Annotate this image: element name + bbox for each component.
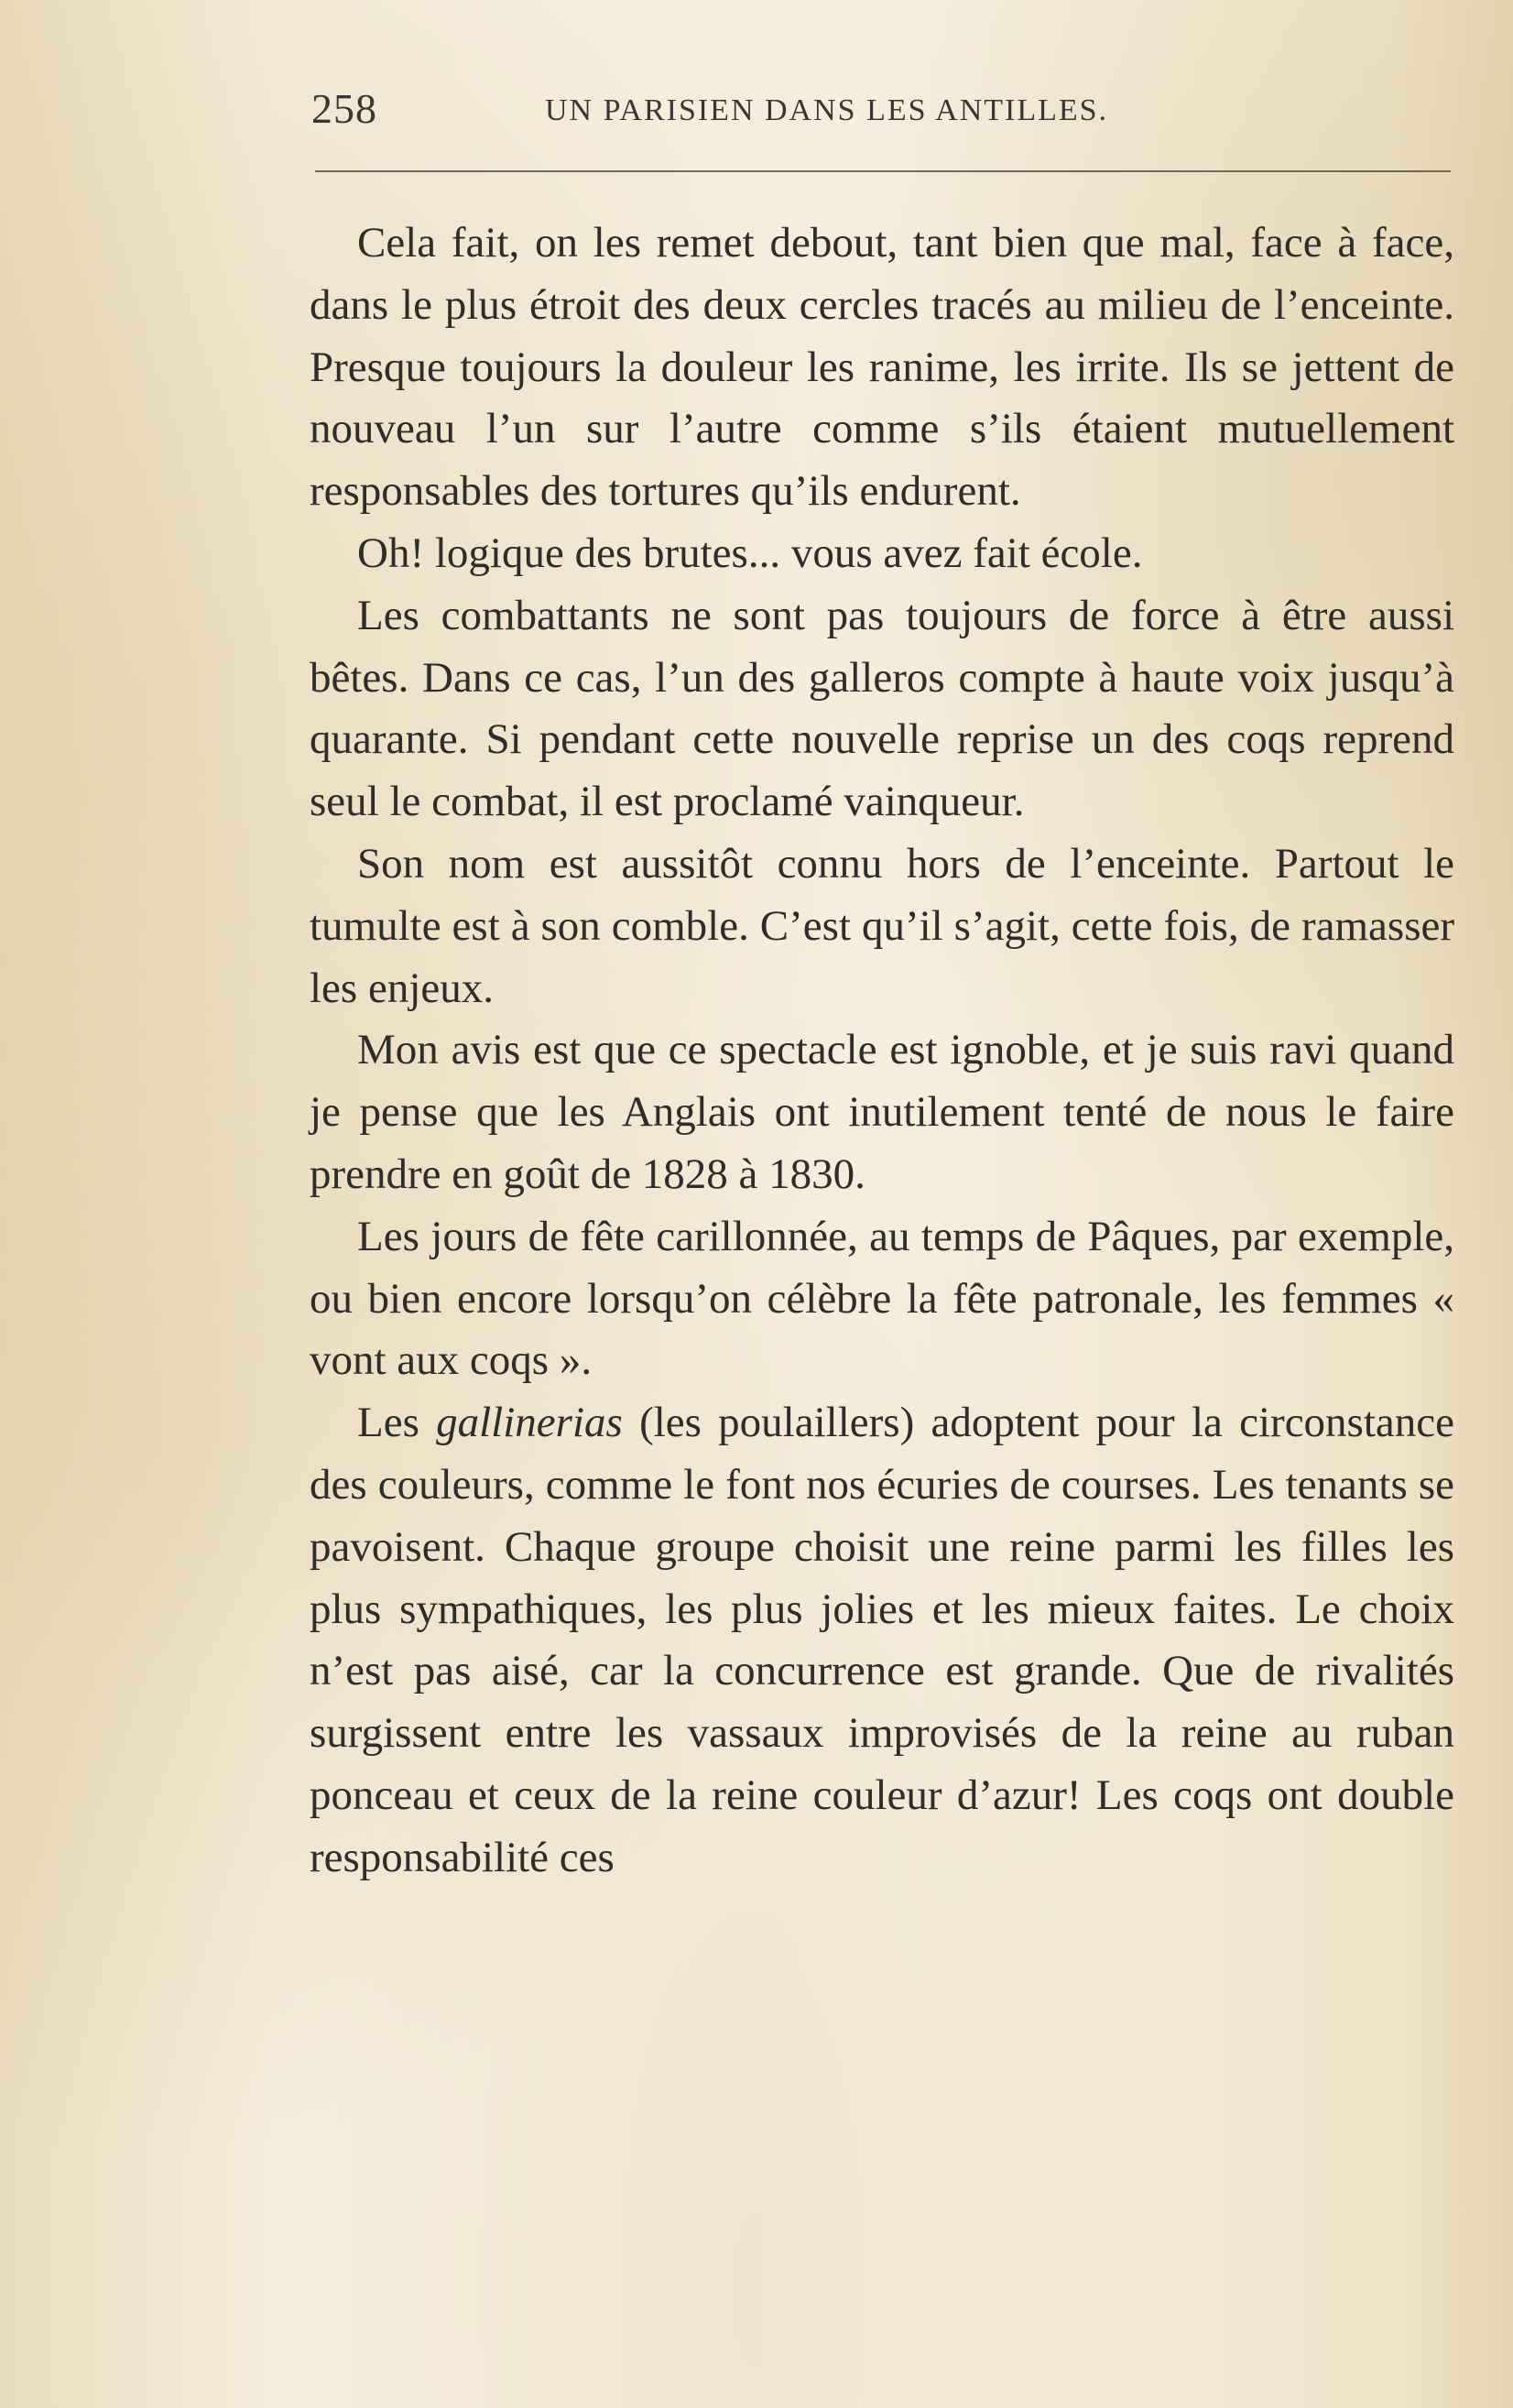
paragraph: Oh! logique des brutes... vous avez fait école.	[357, 528, 1143, 577]
body-text	[310, 212, 1454, 1890]
paragraph: Les jours de fête carillonnée, au temps de Pâques, par exemple, ou bien encore lorsqu’on célèbre la fête patronale, les femmes « vont aux coqs ».	[310, 1212, 1454, 1385]
paragraph	[310, 1392, 1454, 1889]
paragraph: Son nom est aussitôt connu hors de l’enceinte. Partout le tumulte est à son comble. C’est qu’il s’agit, cette fois, de ramasser les enjeux.	[310, 839, 1454, 1012]
running-title: UN PARISIEN DANS LES ANTILLES.	[545, 93, 1109, 127]
paragraph: Cela fait, on les remet debout, tant bien que mal, face à face, dans le plus étroit des deux cercles tracés au milieu de l’enceinte. Presque toujours la douleur les ranime, les irrite. Ils se jettent de nouveau l’un sur l’autre comme s’ils étaient mutuellement responsables des tortures qu’ils endurent.	[310, 219, 1454, 516]
paragraph: Mon avis est que ce spectacle est ignoble, et je suis ravi quand je pense que les Anglais ont inutilement tenté de nous le faire prendre en goût de 1828 à 1830.	[310, 1026, 1454, 1198]
paragraph-lead: Les	[357, 1399, 437, 1447]
italic-term: gallinerias	[436, 1399, 623, 1447]
paragraph: Les combattants ne sont pas toujours de force à être aussi bêtes. Dans ce cas, l’un des galleros compte à haute voix jusqu’à quarante. Si pendant cette nouvelle reprise un des coqs reprend seul le combat, il est proclamé vainqueur.	[310, 591, 1454, 826]
page-header	[311, 84, 1456, 139]
page-number: 258	[311, 85, 377, 132]
header-rule	[315, 170, 1451, 172]
paragraph-rest: (les poulaillers) adoptent pour la circonstance des couleurs, comme le font nos écuries de courses. Les tenants se pavoisent. Chaque groupe choisit une reine parmi les filles les plus sympathiques, les plus jolies et les mieux faites. Le choix n’est pas aisé, car la concurrence est grande. Que de rivalités surgissent entre les vassaux improvisés de la reine au ruban ponceau et ceux de la reine couleur d’azur! Les coqs ont double responsabilité ces	[310, 1399, 1454, 1881]
